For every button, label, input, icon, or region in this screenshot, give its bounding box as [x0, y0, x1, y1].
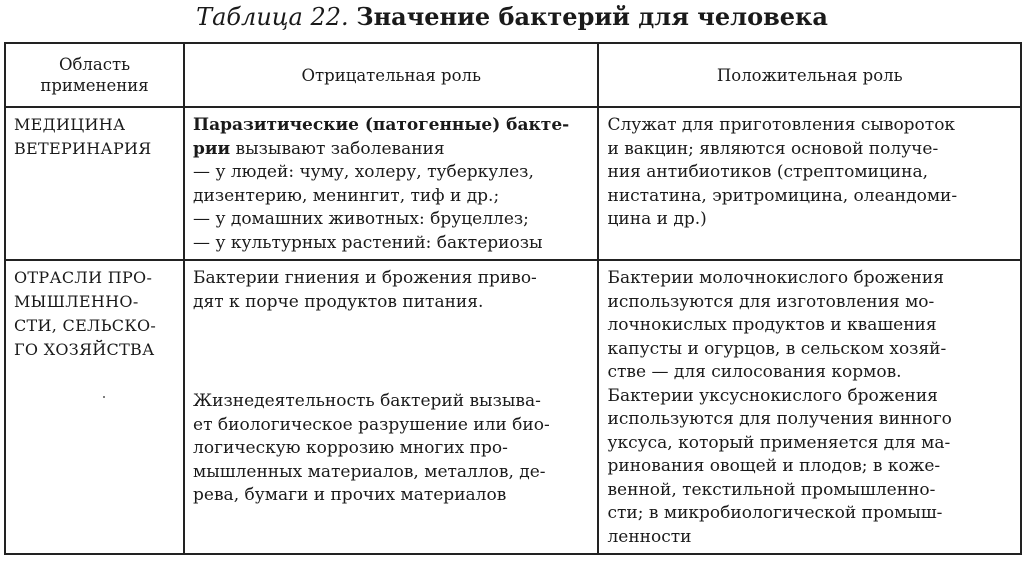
negative-medicine-text: вызывают заболевания — у людей: чуму, холеру, туберкулез, дизентерию, менингит, тиф и др.; — у домашних животных: бруцеллез; — у культурных растений: бактериозы — [193, 138, 543, 253]
paragraph-gap — [185, 318, 597, 390]
negative-cell — [184, 107, 598, 260]
table-name: Значение бактерий для человека — [356, 2, 828, 31]
table-title — [0, 2, 1024, 32]
header-negative: Отрицательная роль — [184, 43, 598, 107]
bacteria-significance-table — [4, 42, 1022, 555]
negative-cell — [184, 260, 598, 554]
positive-cell — [598, 107, 1021, 260]
table-row-medicine — [5, 107, 1021, 260]
area-cell — [5, 107, 184, 260]
print-speck — [103, 396, 105, 398]
table-row-industry — [5, 260, 1021, 554]
table-number: Таблица 22. — [196, 3, 349, 31]
header-positive: Положительная роль — [598, 43, 1021, 107]
positive-industry: Бактерии молочнокислого брожения используются для изготовления мо- лочнокислых продуктов и квашения капусты и огурцов, в сельском хозяй- стве — для силосования кормов. Бактерии уксуснокислого брожения используются для получения винного уксуса, который применяется для ма- ринования овощей и плодов; в коже- венной, текстильной промышленно- сти; в микробиологической промыш- ленности — [607, 268, 952, 547]
area-medicine: МЕДИЦИНА ВЕТЕРИНАРИЯ — [14, 115, 152, 158]
negative-industry-2: Жизнедеятельность бактерий вызыва- ет биологическое разрушение или био- логическую коррозию многих про- мышленных материалов, металлов, де- рева, бумаги и прочих материалов — [193, 391, 550, 505]
area-industry: ОТРАСЛИ ПРО- МЫШЛЕННО- СТИ, СЕЛЬСКО- ГО ХОЗЯЙСТВА — [14, 268, 157, 359]
header-area — [5, 43, 184, 107]
header-area-text: Область применения — [40, 55, 149, 95]
negative-industry-1: Бактерии гниения и брожения приво- дят к порче продуктов питания. — [193, 268, 537, 312]
negative-medicine-bold: Паразитические (патогенные) бакте- рии — [193, 115, 570, 159]
area-cell — [5, 260, 184, 554]
header-row — [5, 43, 1021, 107]
negative-medicine — [185, 108, 597, 259]
positive-cell — [598, 260, 1021, 554]
positive-medicine: Служат для приготовления сывороток и вакцин; являются основой получе- ния антибиотиков (стрептомицина, нистатина, эритромицина, олеандоми- цина и др.) — [607, 115, 958, 229]
